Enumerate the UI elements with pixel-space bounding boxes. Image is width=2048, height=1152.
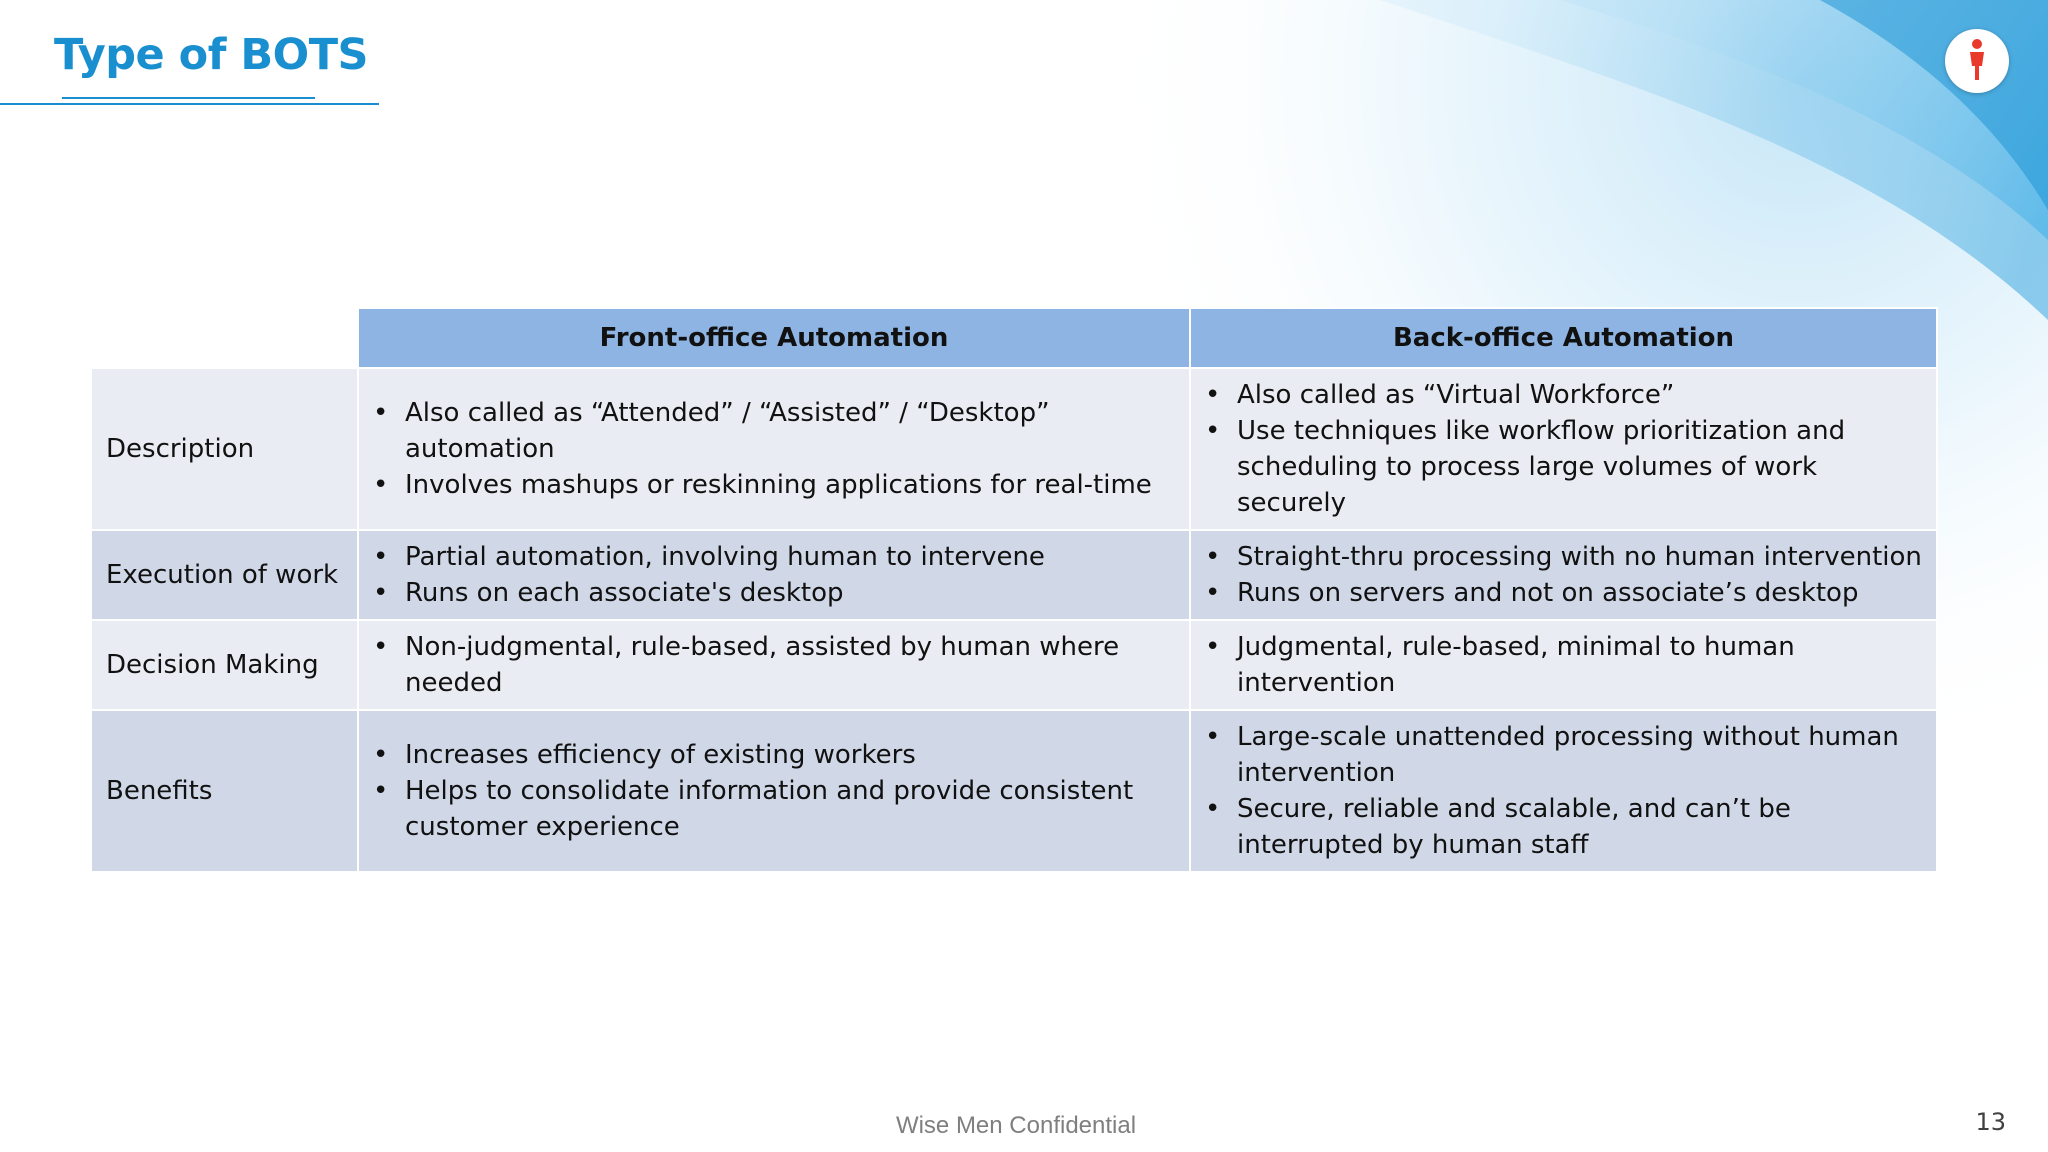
person-logo-icon bbox=[1945, 29, 2009, 93]
bullet-item: • Large-scale unattended processing without human intervention bbox=[1205, 719, 1922, 791]
front-office-cell bbox=[358, 710, 1190, 872]
bullet-item: • Also called as “Attended” / “Assisted” / “Desktop” automation bbox=[373, 395, 1175, 467]
row-label: Decision Making bbox=[91, 620, 358, 710]
table-row-benefits bbox=[91, 710, 1937, 872]
bullet-item: • Straight-thru processing with no human intervention bbox=[1205, 539, 1922, 575]
table-row-description bbox=[91, 368, 1937, 530]
title-underline-inner bbox=[62, 97, 315, 99]
confidential-footer: Wise Men Confidential bbox=[895, 1112, 1137, 1139]
slide-title: Type of BOTS bbox=[54, 30, 369, 80]
front-office-cell bbox=[358, 530, 1190, 620]
back-office-cell bbox=[1190, 710, 1937, 872]
bullet-item: • Secure, reliable and scalable, and can’t be interrupted by human staff bbox=[1205, 791, 1922, 863]
header-back-office: Back-office Automation bbox=[1190, 308, 1937, 368]
bullet-item: • Runs on servers and not on associate’s desktop bbox=[1205, 575, 1922, 611]
bullet-item: • Non-judgmental, rule-based, assisted by human where needed bbox=[373, 629, 1175, 701]
front-office-cell bbox=[358, 620, 1190, 710]
table-row-decision bbox=[91, 620, 1937, 710]
back-office-cell bbox=[1190, 530, 1937, 620]
title-underline bbox=[0, 103, 379, 105]
back-office-cell bbox=[1190, 620, 1937, 710]
front-office-cell bbox=[358, 368, 1190, 530]
row-label: Execution of work bbox=[91, 530, 358, 620]
page-number: 13 bbox=[1975, 1108, 2006, 1136]
back-office-cell bbox=[1190, 368, 1937, 530]
header-front-office: Front-office Automation bbox=[358, 308, 1190, 368]
header-corner-cell bbox=[91, 308, 358, 368]
bullet-item: • Also called as “Virtual Workforce” bbox=[1205, 377, 1922, 413]
bullet-item: • Partial automation, involving human to intervene bbox=[373, 539, 1175, 575]
row-label: Benefits bbox=[91, 710, 358, 872]
row-label: Description bbox=[91, 368, 358, 530]
bullet-item: • Involves mashups or reskinning applications for real-time bbox=[373, 467, 1175, 503]
table-row-execution bbox=[91, 530, 1937, 620]
table-header-row bbox=[91, 308, 1937, 368]
bullet-item: • Runs on each associate's desktop bbox=[373, 575, 1175, 611]
bullet-item: • Increases efficiency of existing workers bbox=[373, 737, 1175, 773]
bots-comparison-table bbox=[90, 307, 1938, 873]
bullet-item: • Judgmental, rule-based, minimal to human intervention bbox=[1205, 629, 1922, 701]
bullet-item: • Helps to consolidate information and provide consistent customer experience bbox=[373, 773, 1175, 845]
bullet-item: • Use techniques like workflow prioritization and scheduling to process large volumes of work securely bbox=[1205, 413, 1922, 521]
